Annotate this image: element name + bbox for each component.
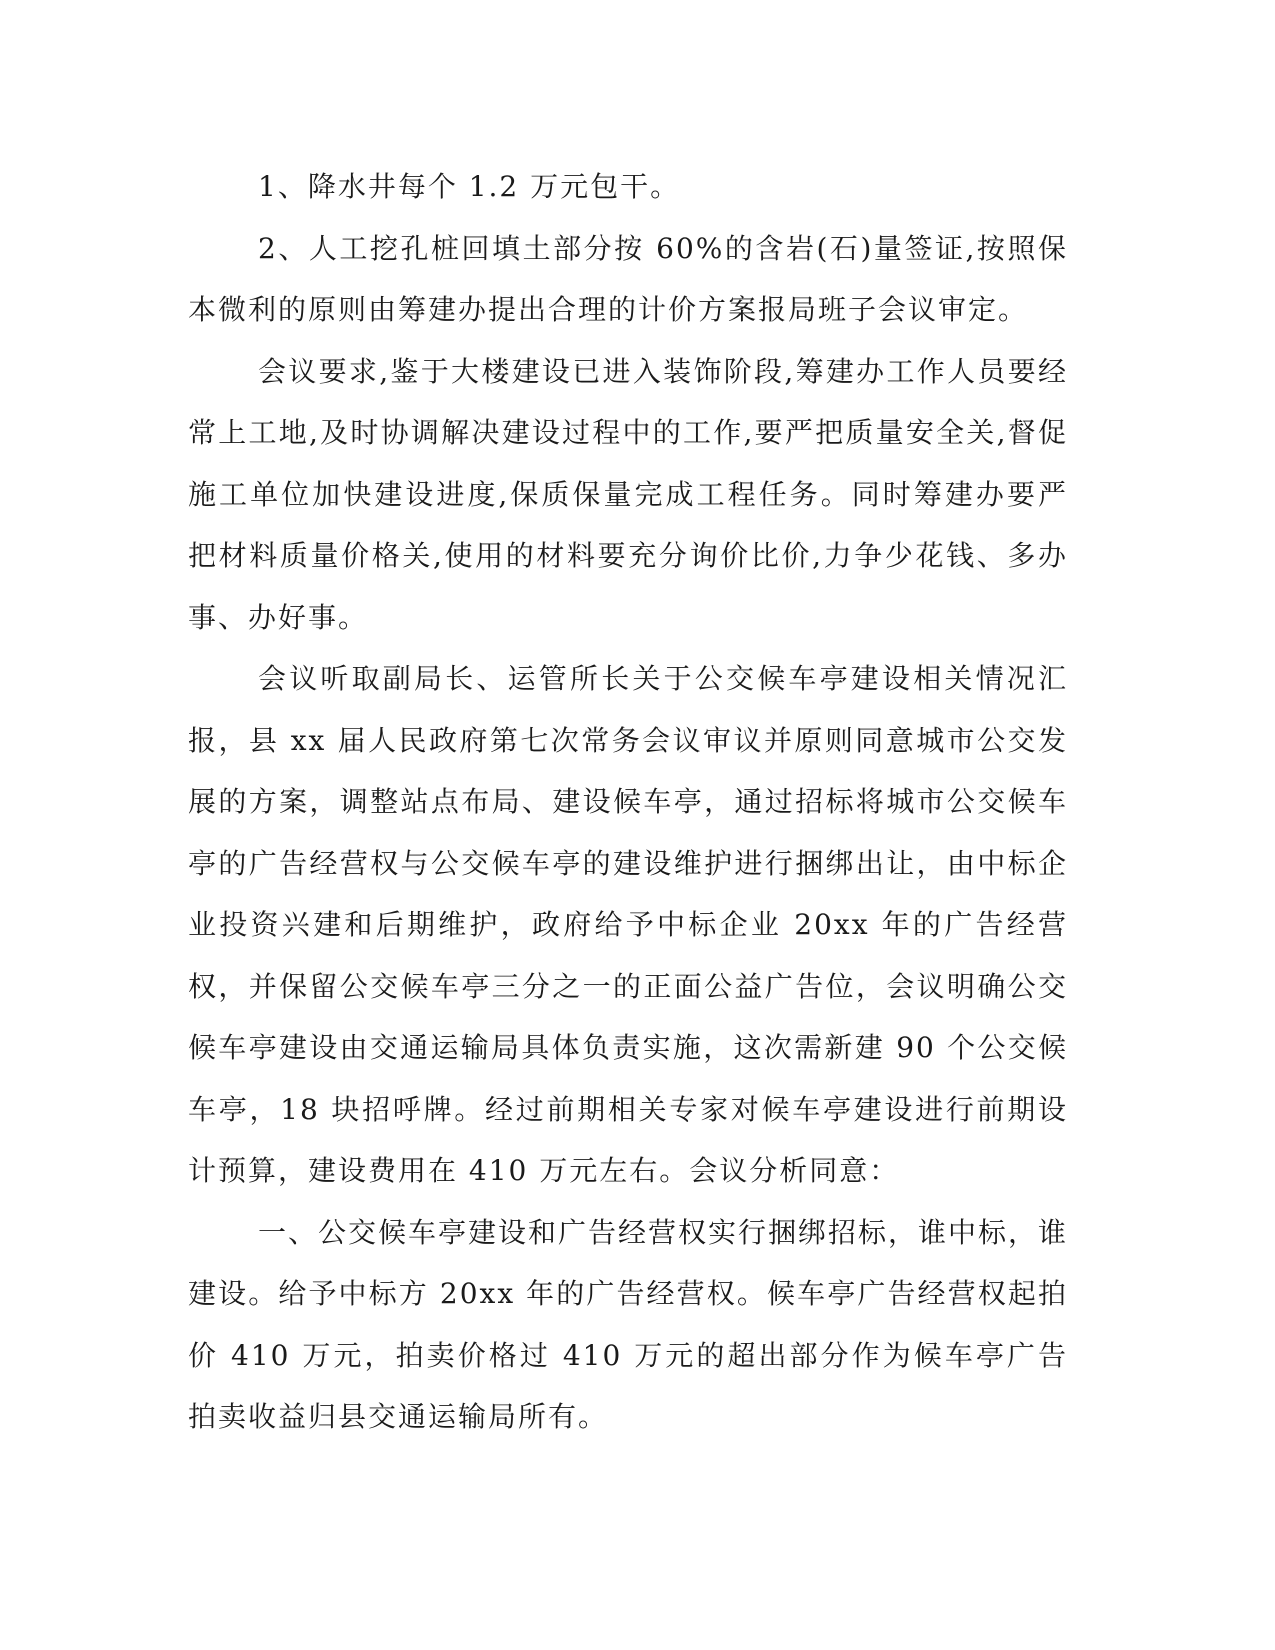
paragraph-item-1: 1、降水井每个 1.2 万元包干。 <box>258 170 681 203</box>
paragraph-bus-shelter-report: 会议听取副局长、运管所长关于公交候车亭建设相关情况汇报，县 xx 届人民政府第七次常务会议审议并原则同意城市公交发展的方案，调整站点布局、建设候车亭，通过招标将城市公交候车亭的广告经营权与公交候车亭的建设维护进行捆绑出让，由中标企业投资兴建和后期维护，政府给予中标企业 20xx 年的广告经营权，并保留公交候车亭三分之一的正面公益广告位，会议明确公交候车亭建设由交通运输局具体负责实施，这次需新建 90 个公交候车亭，18 块招呼牌。经过前期相关专家对候车亭建设进行前期设计预算，建设费用在 410 万元左右。会议分析同意： <box>188 662 1068 1187</box>
paragraph-item-2: 2、人工挖孔桩回填土部分按 60%的含岩(石)量签证,按照保本微利的原则由筹建办提出合理的计价方案报局班子会议审定。 <box>188 231 1068 326</box>
document-body <box>188 156 1068 1448</box>
paragraph-meeting-requirements: 会议要求,鉴于大楼建设已进入装饰阶段,筹建办工作人员要经常上工地,及时协调解决建设过程中的工作,要严把质量安全关,督促施工单位加快建设进度,保质保量完成工程任务。同时筹建办要严把材料质量价格关,使用的材料要充分询价比价,力争少花钱、多办事、办好事。 <box>188 354 1068 634</box>
paragraph-bidding-decision: 一、公交候车亭建设和广告经营权实行捆绑招标，谁中标，谁建设。给予中标方 20xx 年的广告经营权。候车亭广告经营权起拍价 410 万元，拍卖价格过 410 万元的超出部分作为候车亭广告拍卖收益归县交通运输局所有。 <box>188 1215 1069 1433</box>
